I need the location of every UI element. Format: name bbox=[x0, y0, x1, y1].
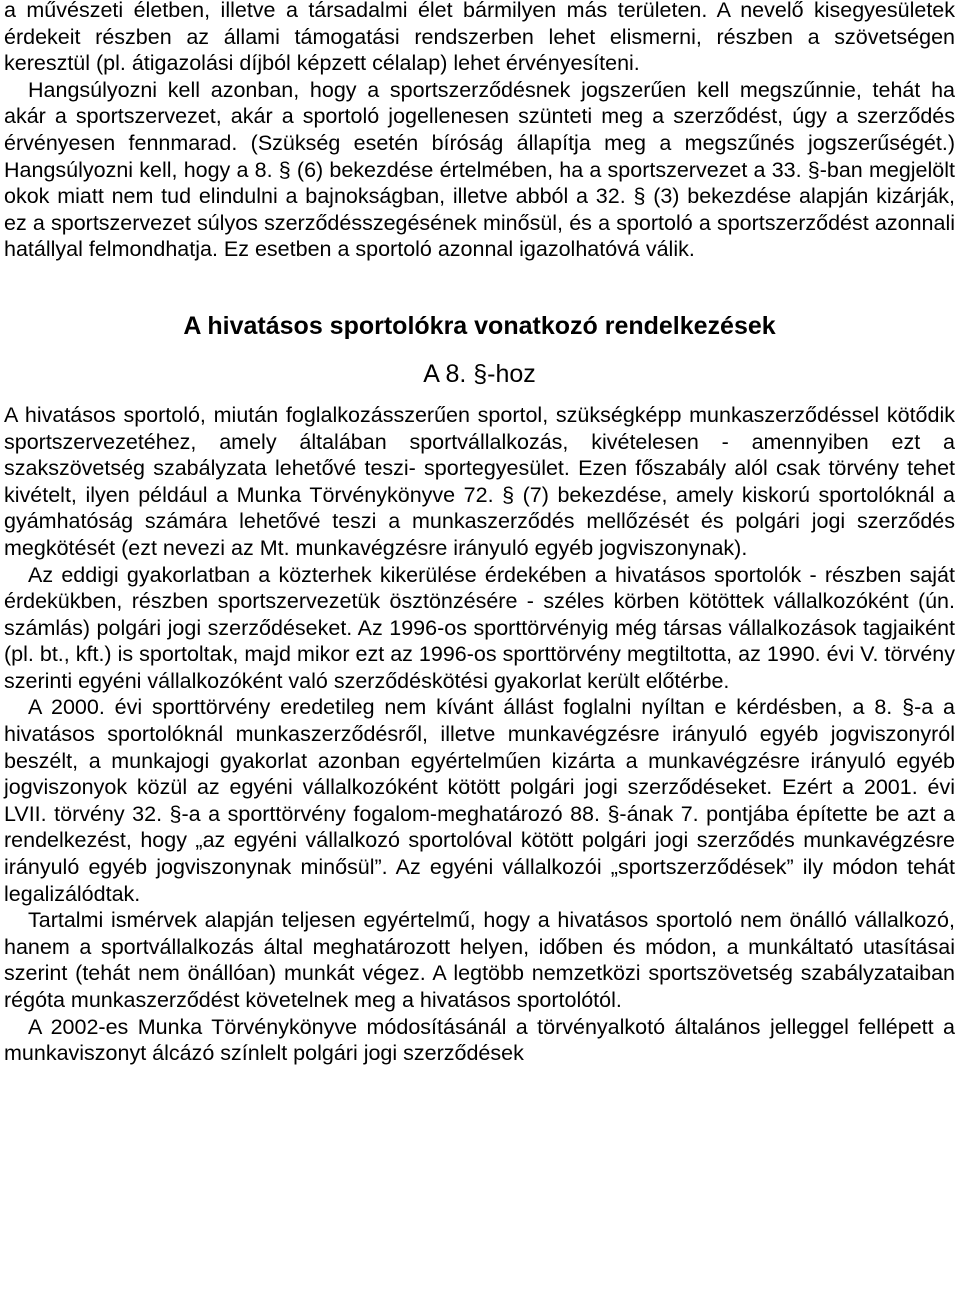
paragraph-previous-practice: Az eddigi gyakorlatban a közterhek kikerülése érdekében a hivatásos sportolók - részben saját érdekükben, részben sportszervezetük ösztönzésére - széles körben kötöttek vállalkozóként (ún. számlás) polgári jogi szerződéseket. Az 1996-os sporttörvényig még társas vállalkozások tagjaiként (pl. bt., kft.) is sportoltak, majd mikor ezt az 1996-os sporttörvény megtiltotta, az 1990. évi V. törvény szerinti egyéni vállalkozóként való szerződéskötési gyakorlat került előtérbe. bbox=[4, 562, 955, 693]
paragraph-contract-termination: Hangsúlyozni kell azonban, hogy a sportszerződésnek jogszerűen kell megszűnnie, tehát ha akár a sportszervezet, akár a sportoló jogellenesen szünteti meg a szerződést, úgy a szerződés érvényesen fennmarad. (Szükség esetén bíróság állapítja meg a megszűnés jogszerűségét.) Hangsúlyozni kell, hogy a 8. § (6) bekezdése értelmében, ha a sportszervezet a 33. §-ban megjelölt okok miatt nem tud elindulni a bajnokságban, illetve abból a 32. § (3) bekezdése alapján kizárják, ez a sportszervezet súlyos szerződésszegésének minősül, és a sportoló a sportszerződést azonnali hatállyal felmondhatja. Ez esetben a sportoló azonnal igazolhatóvá válik. bbox=[4, 77, 955, 262]
paragraph-content-criteria: Tartalmi ismérvek alapján teljesen egyértelmű, hogy a hivatásos sportoló nem önálló vállalkozó, hanem a sportvállalkozás által meghatározott helyen, időben és módon, a munkáltató utasításai szerint (tehát nem önállóan) munkát végez. A legtöbb nemzetközi sportszövetség szabályzataiban régóta munkaszerződést követelnek meg a hivatásos sportolótól. bbox=[4, 908, 955, 1012]
paragraph-2000-sports-act: A 2000. évi sporttörvény eredetileg nem kívánt állást foglalni nyíltan e kérdésben, a 8. §-a a hivatásos sportolóknál munkaszerződésről, illetve munkavégzésre irányuló egyéb jogviszonyról beszélt, a munkajogi gyakorlat azonban egyértelműen kizárta a munkavégzésre irányuló egyéb jogviszonyok közül az egyéni vállalkozóként kötött polgári jogi szerződéseket. Ezért a 2001. évi LVII. törvény 32. §-a a sporttörvény fogalom-meghatározó 88. §-ának 7. pontjába építette be azt a rendelkezést, hogy „az egyéni vállalkozó sportolóval kötött polgári jogi szerződés munkavégzésre irányuló egyéb jogviszonynak minősül”. Az egyéni vállalkozói „sportszerződések” ily módon tehát legalizálódtak. bbox=[4, 695, 955, 906]
paragraph-2002-labour-code: A 2002-es Munka Törvénykönyve módosításánál a törvényalkotó általános jelleggel fellépett a munkaviszonyt álcázó színlelt polgári jogi szerződések bbox=[4, 1014, 955, 1066]
paragraph-employment-contract: A hivatásos sportoló, miután foglalkozásszerűen sportol, szükségképp munkaszerződéssel kötődik sportszervezetéhez, amely általában sportvállalkozás, kivételesen - amennyiben ezt a szakszövetség szabályzata lehetővé teszi- sportegyesület. Ezen főszabály alól csak törvény tehet kivételt, ilyen például a Munka Törvénykönyve 72. § (7) bekezdése, amely kiskorú sportolóknál a gyámhatóság számára lehetővé teszi a munkaszerződés mellőzését és polgári jogi szerződés megkötését (ezt nevezi az Mt. munkavégzésre irányuló egyéb jogviszonynak). bbox=[4, 402, 955, 560]
document-page bbox=[4, 0, 955, 1067]
paragraph-art-life-ending: a művészeti életben, illetve a társadalmi élet bármilyen más területen. A nevelő kisegyesületek érdekeit részben az állami támogatási rendszerben lehet elismerni, részben a szövetségen keresztül (pl. átigazolási díjból képzett célalap) lehet érvényesíteni. bbox=[4, 0, 955, 76]
section-subheading: A 8. §-hoz bbox=[423, 359, 536, 388]
section-heading: A hivatásos sportolókra vonatkozó rendelkezések bbox=[183, 311, 776, 340]
